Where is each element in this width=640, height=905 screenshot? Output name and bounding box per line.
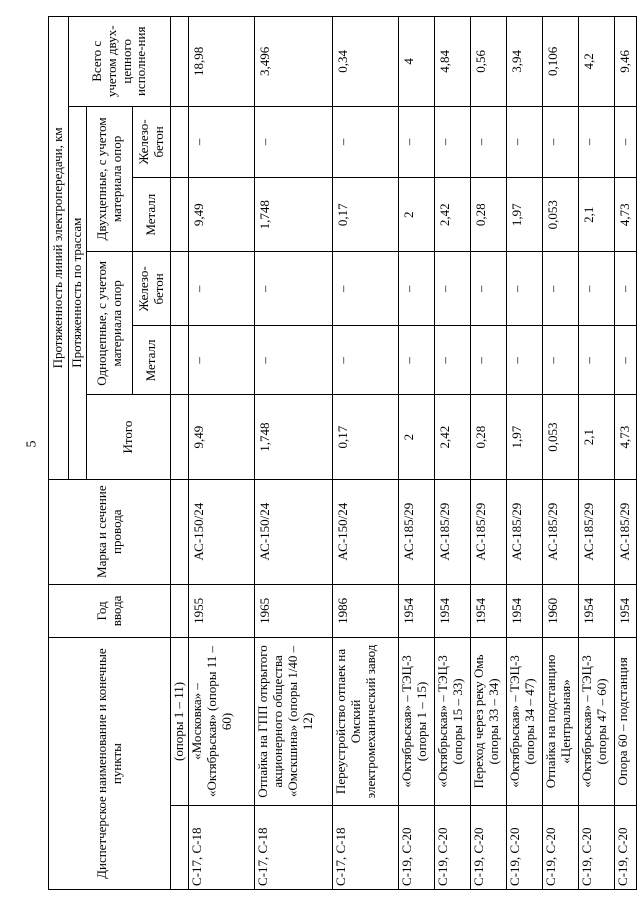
row-name: «Московка» – «Октябрьская» (опоры 11 – 60): [189, 638, 255, 805]
table-row: [333, 17, 399, 890]
row-double-concrete: –: [255, 106, 333, 178]
row-single-concrete: –: [579, 252, 615, 326]
row-code: С-19, С-20: [615, 805, 637, 889]
row-single-metal: –: [471, 326, 507, 395]
row-wire: АС-185/29: [435, 479, 471, 584]
row-single-concrete: –: [615, 252, 637, 326]
table-row-continuation: [171, 17, 189, 890]
row-year: 1954: [579, 584, 615, 638]
row-wire: АС-185/29: [615, 479, 637, 584]
row-code: С-19, С-20: [543, 805, 579, 889]
row-all: 4,2: [579, 17, 615, 107]
header-year: Год ввода: [49, 584, 171, 638]
row-year: 1954: [615, 584, 637, 638]
row-name: «Октябрьская» – ТЭЦ-3 (опоры 1 – 15): [399, 638, 435, 805]
row-all: 18,98: [189, 17, 255, 107]
row-double-metal: 0,053: [543, 178, 579, 252]
row-double-concrete: –: [471, 106, 507, 178]
header-double: Двухцепные, с учетом материала опор: [87, 106, 133, 252]
row-wire: АС-150/24: [255, 479, 333, 584]
row-name: «Октябрьская» – ТЭЦ-3 (опоры 34 – 47): [507, 638, 543, 805]
row-single-concrete: –: [255, 252, 333, 326]
row-name: «Октябрьская» – ТЭЦ-3 (опоры 15 – 33): [435, 638, 471, 805]
row-double-concrete: –: [189, 106, 255, 178]
header-all: Всего с учетом двух-цепного исполне-ния: [69, 17, 171, 107]
row-total: 9,49: [189, 395, 255, 479]
row-all: 0,56: [471, 17, 507, 107]
row-wire: АС-185/29: [579, 479, 615, 584]
row-single-concrete: –: [471, 252, 507, 326]
row-single-concrete: –: [399, 252, 435, 326]
row-single-concrete: –: [543, 252, 579, 326]
row-year: 1954: [399, 584, 435, 638]
header-single-metal: Металл: [133, 326, 171, 395]
header-single: Одноцепные, с учетом материала опор: [87, 252, 133, 395]
header-total: Итого: [87, 395, 171, 479]
page-number: 5: [24, 440, 40, 448]
row-all: 4,84: [435, 17, 471, 107]
table-row: [507, 17, 543, 890]
row-all: 0,106: [543, 17, 579, 107]
row-year: 1960: [543, 584, 579, 638]
row-all: 3,94: [507, 17, 543, 107]
row-wire: АС-185/29: [399, 479, 435, 584]
row-single-concrete: –: [435, 252, 471, 326]
table-row: [471, 17, 507, 890]
row-double-concrete: –: [507, 106, 543, 178]
header-wire: Марка и сечение провода: [49, 479, 171, 584]
row-year: 1965: [255, 584, 333, 638]
row-double-metal: 0,17: [333, 178, 399, 252]
row-single-concrete: –: [333, 252, 399, 326]
row-year: 1955: [189, 584, 255, 638]
table-row: [435, 17, 471, 890]
row-total: 2,42: [435, 395, 471, 479]
row-double-metal: 4,73: [615, 178, 637, 252]
row-total: 1,748: [255, 395, 333, 479]
row-code: С-17, С-18: [333, 805, 399, 889]
table-row: [255, 17, 333, 890]
power-lines-table: [48, 16, 637, 890]
row-year: 1954: [435, 584, 471, 638]
table-row: [399, 17, 435, 890]
row-name: Опора 60 – подстанция: [615, 638, 637, 805]
row-all: 3,496: [255, 17, 333, 107]
row-code: С-19, С-20: [579, 805, 615, 889]
row-double-metal: 0,28: [471, 178, 507, 252]
row-all: 0,34: [333, 17, 399, 107]
row-double-concrete: –: [435, 106, 471, 178]
row-code: С-17, С-18: [189, 805, 255, 889]
row-wire: АС-185/29: [543, 479, 579, 584]
row-code: С-19, С-20: [471, 805, 507, 889]
table-frame: [48, 16, 632, 890]
row-double-metal: 1,748: [255, 178, 333, 252]
row-single-metal: –: [435, 326, 471, 395]
row-wire: АС-185/29: [507, 479, 543, 584]
row-single-metal: –: [543, 326, 579, 395]
row-double-metal: 2,1: [579, 178, 615, 252]
row-single-concrete: –: [507, 252, 543, 326]
row-total: 1,97: [507, 395, 543, 479]
row-total: 4,73: [615, 395, 637, 479]
row-code: С-19, С-20: [435, 805, 471, 889]
row-name: Отпайка на подстанцию «Центральная»: [543, 638, 579, 805]
row-single-metal: –: [615, 326, 637, 395]
row-all: 9,46: [615, 17, 637, 107]
row-name: Переустройство отпаек на Омский электромеханический завод: [333, 638, 399, 805]
row-code: С-19, С-20: [399, 805, 435, 889]
row-total: 2: [399, 395, 435, 479]
row-code: С-19, С-20: [507, 805, 543, 889]
row-double-metal: 2: [399, 178, 435, 252]
row-all: 4: [399, 17, 435, 107]
row-double-concrete: –: [543, 106, 579, 178]
row-year: 1954: [471, 584, 507, 638]
header-route: Протяженность по трассам: [69, 106, 87, 479]
header-dispatch: Диспетчерское наименование и конечные пункты: [49, 638, 171, 890]
row-total: 2,1: [579, 395, 615, 479]
header-double-metal: Металл: [133, 178, 171, 252]
row-name: Отпайка на ГПП открытого акционерного общества «Омскшина» (опоры 1/40 – 12): [255, 638, 333, 805]
table-row: [579, 17, 615, 890]
row-single-concrete: –: [189, 252, 255, 326]
header-single-concrete: Железо-бетон: [133, 252, 171, 326]
table-row: [615, 17, 637, 890]
table-row: [543, 17, 579, 890]
row-single-metal: –: [255, 326, 333, 395]
row-year: 1954: [507, 584, 543, 638]
header-length: Протяженность линий электропередачи, км: [49, 17, 69, 480]
table-row: [189, 17, 255, 890]
row-double-concrete: –: [579, 106, 615, 178]
row-double-metal: 2,42: [435, 178, 471, 252]
row-name: (опоры 1 – 11): [171, 638, 189, 805]
header-double-concrete: Железо-бетон: [133, 106, 171, 178]
row-double-metal: 9,49: [189, 178, 255, 252]
row-total: 0,053: [543, 395, 579, 479]
row-year: 1986: [333, 584, 399, 638]
row-double-metal: 1,97: [507, 178, 543, 252]
row-name: Переход через реку Омь (опоры 33 – 34): [471, 638, 507, 805]
row-single-metal: –: [189, 326, 255, 395]
row-double-concrete: –: [399, 106, 435, 178]
row-single-metal: –: [579, 326, 615, 395]
row-name: «Октябрьская» – ТЭЦ-3 (опоры 47 – 60): [579, 638, 615, 805]
row-total: 0,28: [471, 395, 507, 479]
row-double-concrete: –: [615, 106, 637, 178]
row-wire: АС-185/29: [471, 479, 507, 584]
row-code: С-17, С-18: [255, 805, 333, 889]
row-single-metal: –: [399, 326, 435, 395]
row-single-metal: –: [507, 326, 543, 395]
row-wire: АС-150/24: [189, 479, 255, 584]
row-wire: АС-150/24: [333, 479, 399, 584]
row-total: 0,17: [333, 395, 399, 479]
row-single-metal: –: [333, 326, 399, 395]
row-double-concrete: –: [333, 106, 399, 178]
